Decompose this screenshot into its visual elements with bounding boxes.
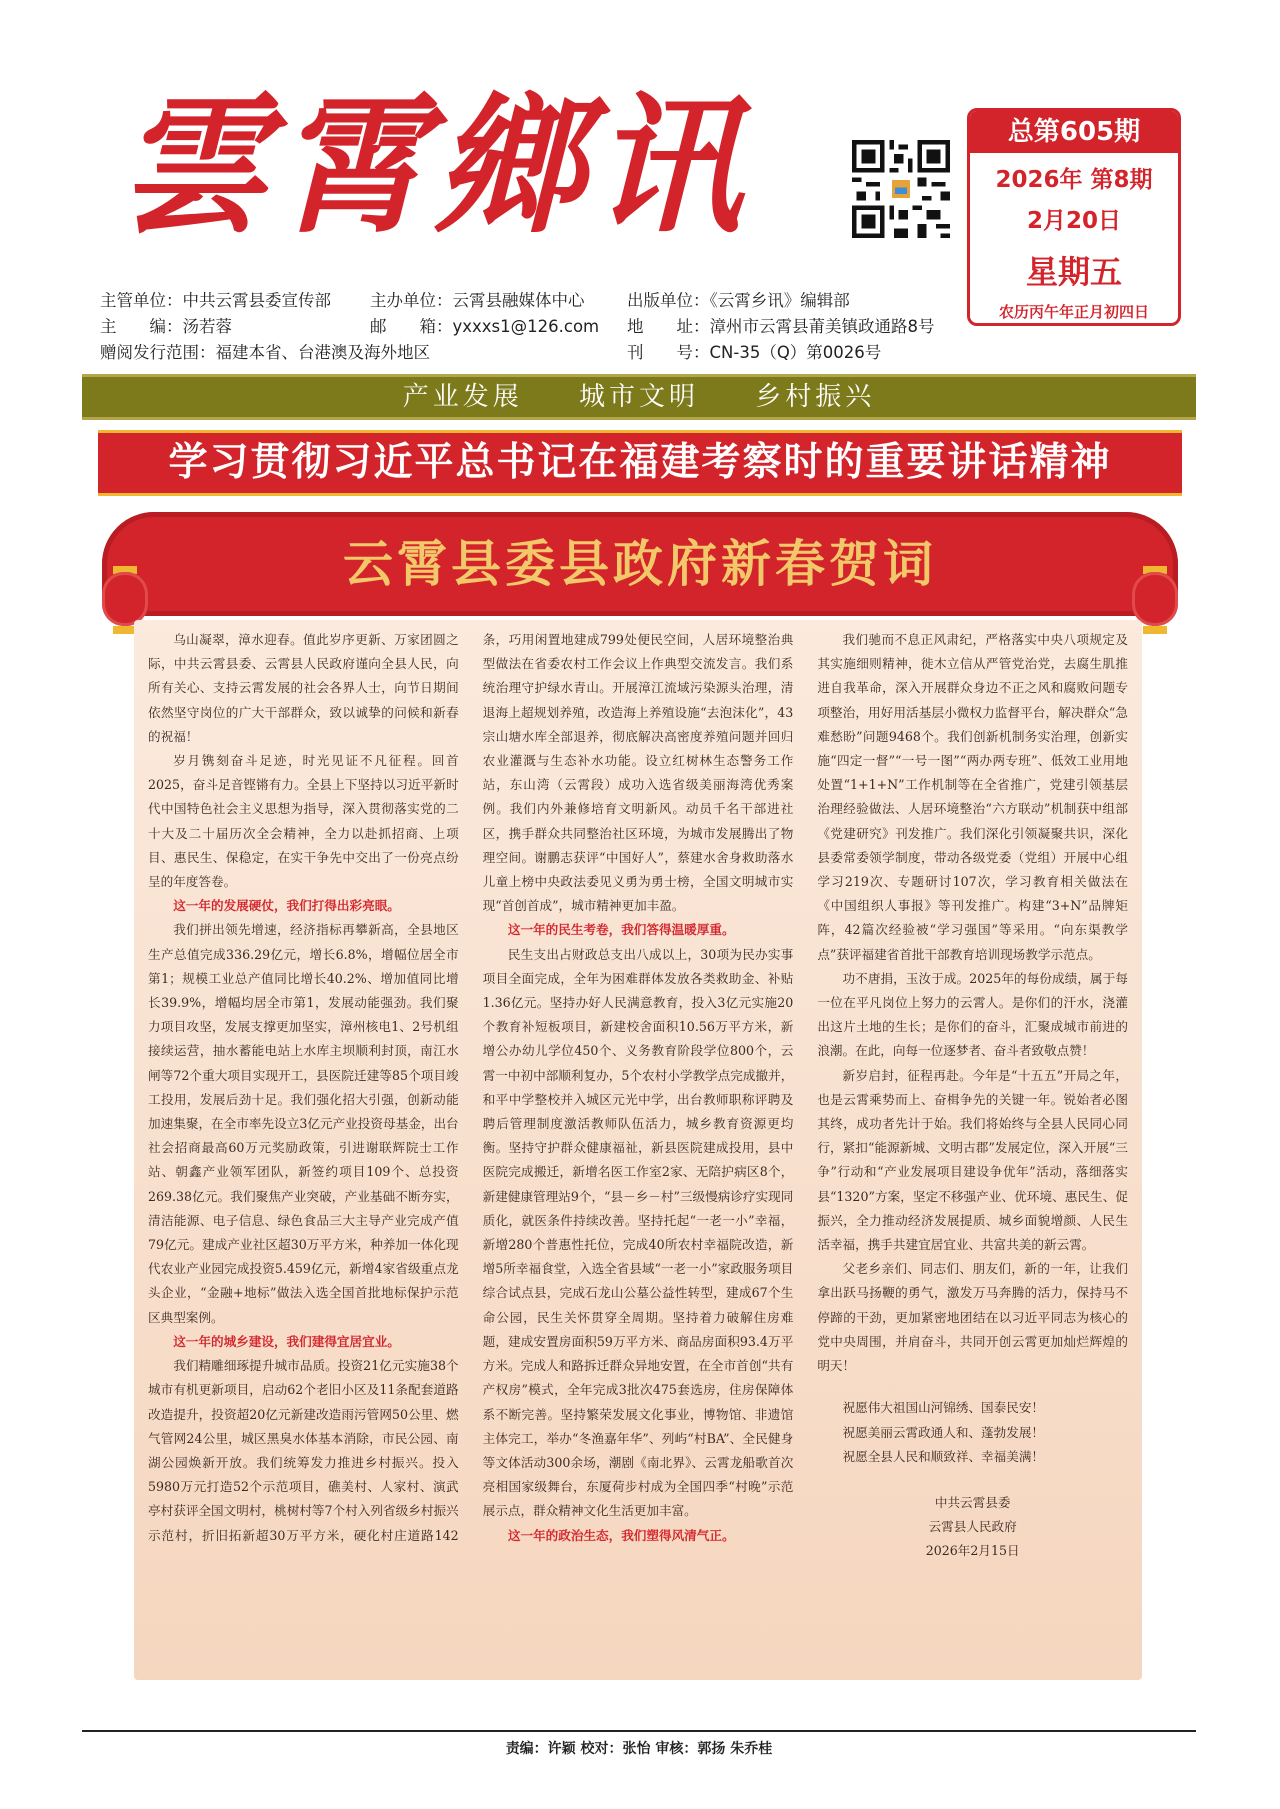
lantern-string [124, 548, 126, 568]
meta-editor: 主 编：汤若蓉 [100, 317, 232, 336]
article-paragraph: 新岁启封，征程再赴。今年是“十五五”开局之年，也是云霄乘势而上、奋楫争先的关键一年。锐始者必图其终，成功者先计于始。我们将始终与全县人民同心同行，紧扣“能源新城、文明古郡”发展定位，深入开展“三争”行动和“产业发展项目建设争优年”活动，落细落实县“1320”方案，坚定不移强产业、优环境、惠民生、促振兴，全力推动经济发展提质、城乡面貌增颜、人民生活幸福，携手共建宜居宜业、共富共美的新云霄。 [817, 1067, 1128, 1253]
blessing-line: 祝愿伟大祖国山河锦绣、国泰民安！ [842, 1400, 1044, 1416]
issue-info-box [967, 108, 1181, 326]
main-headline: 学习贯彻习近平总书记在福建考察时的重要讲话精神 [98, 430, 1182, 496]
issue-lunar-date: 农历丙午年正月初四日 [998, 303, 1149, 321]
signature-line: 云霄县人民政府 [928, 1519, 1017, 1535]
section-subheading: 这一年的发展硬仗，我们打得出彩亮眼。 [173, 898, 400, 914]
publication-meta [100, 288, 960, 366]
footer-divider [82, 1730, 1196, 1732]
lantern-cap [1143, 626, 1167, 634]
lantern-string [1154, 548, 1156, 568]
slogan-item: 城市文明 [578, 382, 699, 412]
article-paragraph: 父老乡亲们、同志们、朋友们，新的一年，让我们拿出跃马扬鞭的勇气，激发万马奔腾的活力，保持马不停蹄的干劲，更加紧密地团结在以习近平同志为核心的党中央周围，并肩奋斗，共同开创云霄更加灿烂辉煌的明天！ [817, 1261, 1128, 1374]
lantern-right-icon [1132, 572, 1178, 626]
article-paragraph: 岁月镌刻奋斗足迹，时光见证不凡征程。回首2025，奋斗足音铿锵有力。全县上下坚持以习近平新时代中国特色社会主义思想为指导，深入贯彻落实党的二十大及二十届历次全会精神，全力以赴抓招商、上项目、惠民生、保稳定，在实干争先中交出了一份亮点纷呈的年度答卷。 [148, 753, 459, 890]
blessing-line: 祝愿全县人民和顺致祥、幸福美满！ [842, 1448, 1044, 1464]
issue-year-number: 2026年 第8期 [995, 167, 1153, 193]
meta-email: 邮 箱：yxxxs1@126.com [370, 317, 600, 336]
section-subheading: 这一年的政治生态，我们塑得风清气正。 [507, 1527, 735, 1543]
section-subheading: 这一年的城乡建设，我们建得宜居宜业。 [173, 1333, 400, 1349]
issue-weekday: 星期五 [1025, 253, 1122, 291]
article-paragraph: 乌山凝翠，漳水迎春。值此岁序更新、万家团圆之际，中共云霄县委、云霄县人民政府谨向全县人民，向所有关心、支持云霄发展的社会各界人士，向节日期间依然坚守岗位的广大干部群众，致以诚挚的问候和新春的祝福！ [148, 632, 459, 744]
article-title: 云霄县委县政府新春贺词 [343, 534, 937, 593]
slogan-item: 产业发展 [402, 382, 523, 412]
slogan-item: 乡村振兴 [755, 382, 876, 412]
article-paragraph: 民生支出占财政总支出八成以上，30项为民办实事项目全面完成，全年为困难群体发放各类救助金、补贴1.36亿元。坚持办好人民满意教育，投入3亿元实施20个教育补短板项目，新建校舍面积10.56万平方米，新增公办幼儿学位450个、义务教育阶段学位800个，云霄一中初中部顺利复办，5个农村小学教学点完成撤并，和平中学整校并入城区元光中学，出台教师职称评聘及聘后管理制度激活教师队伍活力，城乡教育资源更均衡。坚持守护群众健康福祉，新县医院建成投用，县中医院完成搬迁，新增名医工作室2家、无陪护病区8个，新建健康管理站9个，“县－乡－村”三级慢病诊疗实现同质化，就医条件持续改善。坚持托起“一老一小”幸福，新增280个普惠性托位，完成40所农村幸福院改造，新增5所幸福食堂，入选全省县域“一老一小”家政服务项目综合试点县，完成石龙山公墓公益性转型，建成67个生命公园，民生关怀贯穿全周期。坚持着力破解住房难题，建成安置房面积59万平方米、商品房面积93.4万平方米。完成人和路拆迁群众异地安置，在全市首创“共有产权房”模式，全年完成3批次475套选房，住房保障体系不断完善。坚持繁荣发展文化事业，博物馆、非遗馆主体完工，举办“冬渔嘉年华”、列屿“村BA”、全民健身等文体活动300余场，潮剧《南北界》、云霄龙船歌首次亮相国家级舞台，东厦荷步村成为全国四季“村晚”示范展示点，群众精神文化生活更加丰富。 [482, 946, 794, 1519]
article-paragraph: 我们拼出领先增速，经济指标再攀新高，全县地区生产总值完成336.29亿元，增长6.8%，增幅位居全市第1；规模工业总产值同比增长40.2%、增加值同比增长39.9%，增幅均居全市第1，发展动能强劲。我们聚力项目攻坚，发展支撑更加坚实，漳州核电1、2号机组接续运营，抽水蓄能电站上水库主坝顺利封顶，南江水闸等72个重大项目实现开工，县医院迁建等85个项目竣工投用，发展后劲十足。我们强化招大引强，创新动能加速集聚，在全市率先设立3亿元产业投资母基金，出台社会招商最高60万元奖励政策，引进谢联辉院士工作站、朝鑫产业领军团队，新签约项目109个、总投资269.38亿元。我们聚焦产业突破，产业基础不断夯实，清洁能源、电子信息、绿色食品三大主导产业完成产值79亿元。建成产业社区超30万平方米，种养加一体化现代农业产业园完成投资5.459亿元，新增4家省级重点龙头企业，“金融+地标”做法入选全国首批地标保护示范区典型案例。 [148, 922, 459, 1325]
masthead-title: 雲霄鄉讯 [118, 78, 751, 254]
article-paragraph: 我们精雕细琢提升城市品质。投资21亿元实施38个城市有机更新项目，启动62个老旧小区及11条配套道路改造提升，投资超20亿元新建改造雨污管网50公里、燃气管网24公里，城区黑臭水体基本消除，市民公园、南湖公园焕新开放。我们统筹发力推进乡村振兴。投入5980万元打造52个示范项目，礁美村、人家村、演武亭村获评全国文明村，桃树村等7个村入列省级乡村振兴示范村，折旧拓新超30万平方米，硬化村庄道路142条，巧用闲置地建成799处便民空间，人居环境整治典型做法在省委农村工作会议上作典型交流发言。我们系统治理守护绿水青山。开展漳江流域污染源头治理，清退海上超规划养殖，改造海上养殖设施“去泡沫化”，43宗山塘水库全部退养，彻底解决高密度养殖问题并回归农业灌溉与生态补水功能。设立红树林生态警务工作站，东山湾（云霄段）成功入选省级美丽海湾优秀案例。我们内外兼修培育文明新风。动员千名干部进社区，携手群众共同整治社区环境，为城市发展腾出了物理空间。谢鹏志获评“中国好人”，蔡建水舍身救助落水儿童上榜中央政法委见义勇为勇士榜，全国文明城市实现“首创首成”，城市精神更加丰盈。 [148, 632, 794, 1543]
meta-address: 地 址：漳州市云霄县莆美镇政通路8号 [627, 317, 935, 336]
article-paragraph: 我们驰而不息正风肃纪，严格落实中央八项规定及其实施细则精神，徙木立信从严管党治党，去腐生肌推进自我革命，深入开展群众身边不正之风和腐败问题专项整治，用好用活基层小微权力监督平台，解决群众“急难愁盼”问题9468个。我们创新机制务实治理，创新实施“四定一督”“一号一图”“两办两专班”、低效工业用地处置“1+1+N”工作机制等在全省推广，党建引领基层治理经验做法、人居环境整治“六方联动”机制获中组部《党建研究》刊发推广。我们深化引领凝聚共识，深化县委常委领学制度，带动各级党委（党组）开展中心组学习219次、专题研讨107次，学习教育相关做法在《中国组织人事报》等刊发推广。构建“3+N”品牌矩阵，42篇次经验被“学习强国”等采用。“向东渠教学点”获评福建省首批干部教育培训现场教学示范点。 [817, 632, 1128, 962]
qr-code-icon [852, 140, 950, 238]
meta-serial: 刊 号：CN-35（Q）第0026号 [627, 343, 882, 362]
lantern-left-icon [102, 572, 148, 626]
meta-distribution: 赠阅发行范围：福建本省、台港澳及海外地区 [100, 343, 430, 362]
meta-supervisor: 主管单位：中共云霄县委宣传部 [100, 291, 331, 310]
article-body [148, 628, 1128, 1658]
signature-line: 中共云霄县委 [934, 1494, 1011, 1510]
blessing-line: 祝愿美丽云霄政通人和、蓬勃发展！ [842, 1424, 1044, 1440]
footer-credits: 责编：许颖 校对：张怡 审核：郭扬 朱乔桂 [505, 1741, 773, 1757]
meta-sponsor: 主办单位：云霄县融媒体中心 [370, 291, 585, 310]
signature-line: 2026年2月15日 [925, 1543, 1020, 1559]
article-paragraph: 功不唐捐，玉汝于成。2025年的每份成绩，属于每一位在平凡岗位上努力的云霄人。是你们的汗水，浇灌出这片土地的生长；是你们的奋斗，汇聚成城市前进的浪潮。在此，向每一位逐梦者、奋斗者致敬点赞！ [817, 970, 1128, 1059]
issue-date: 2月20日 [1026, 208, 1121, 234]
meta-publisher: 出版单位：《云霄乡讯》编辑部 [627, 291, 850, 310]
issue-total: 总第605期 [970, 111, 1178, 153]
slogan-bar [82, 374, 1196, 420]
section-subheading: 这一年的民生考卷，我们答得温暖厚重。 [507, 922, 735, 938]
